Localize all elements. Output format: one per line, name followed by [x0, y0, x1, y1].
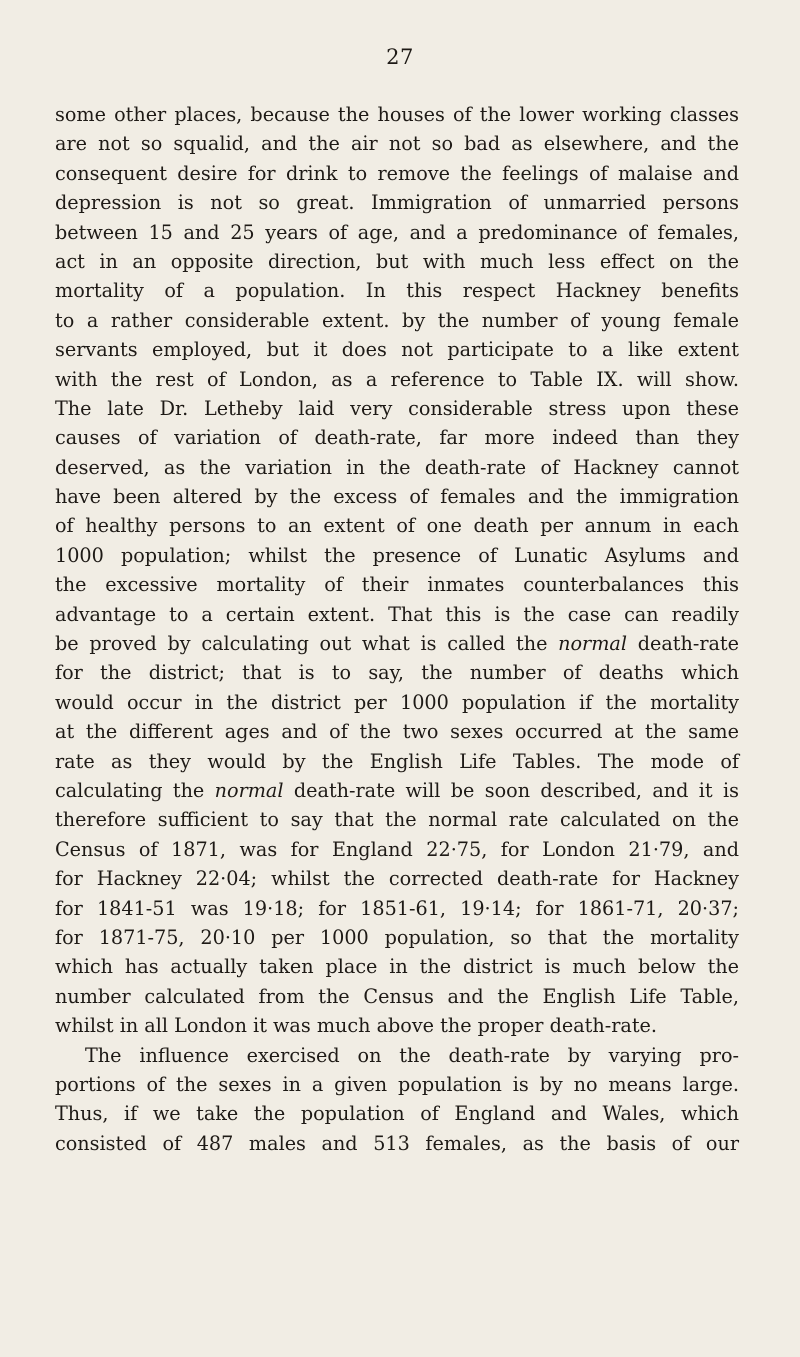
text-line: for the district; that is to say, the number of deaths which: [55, 661, 739, 685]
text-line: for Hackney 22·04; whilst the corrected death-rate for Hackney: [55, 867, 739, 891]
text-line: between 15 and 25 years of age, and a predominance of females,: [55, 220, 739, 244]
paragraph-end-line: whilst in all London it was much above the proper death-rate.: [55, 1014, 657, 1038]
text-line: have been altered by the excess of females and the immigration: [55, 485, 739, 509]
text-line: consisted of 487 males and 513 females, as the basis of our: [55, 1131, 739, 1155]
text-line: number calculated from the Census and the English Life Table,: [55, 984, 739, 1008]
italic-term: normal: [558, 632, 627, 656]
text-segment: death-rate will be soon described, and it is: [283, 778, 739, 802]
text-line: [55, 776, 739, 805]
text-line: rate as they would by the English Life Tables. The mode of: [55, 749, 739, 773]
page-number: 27: [386, 45, 414, 69]
text-line: [55, 629, 739, 658]
text-line: deserved, as the variation in the death-rate of Hackney cannot: [55, 455, 739, 479]
paragraph-start-line: The influence exercised on the death-rate by varying pro-: [85, 1043, 739, 1067]
italic-term: normal: [214, 778, 284, 802]
text-line: causes of variation of death-rate, far more indeed than they: [55, 426, 739, 450]
text-line: therefore sufficient to say that the normal rate calculated on the: [55, 808, 739, 832]
text-segment: death-rate: [626, 632, 739, 656]
text-line: mortality of a population. In this respect Hackney benefits: [55, 279, 739, 303]
text-line: The late Dr. Letheby laid very considerable stress upon these: [55, 396, 739, 420]
text-line: for 1871-75, 20·10 per 1000 population, so that the mortality: [55, 925, 739, 949]
text-line: advantage to a certain extent. That this is the case can readily: [55, 602, 739, 626]
text-line: with the rest of London, as a reference to Table IX. will show.: [55, 367, 739, 391]
text-line: consequent desire for drink to remove the feelings of malaise and: [55, 161, 739, 185]
text-line: for 1841-51 was 19·18; for 1851-61, 19·14; for 1861-71, 20·37;: [55, 896, 739, 920]
text-line: of healthy persons to an extent of one death per annum in each: [55, 514, 739, 538]
text-line: would occur in the district per 1000 population if the mortality: [55, 690, 739, 714]
text-line: act in an opposite direction, but with much less effect on the: [55, 249, 739, 273]
text-line: at the different ages and of the two sexes occurred at the same: [55, 720, 739, 744]
body-text: [55, 100, 739, 1158]
text-line: servants employed, but it does not participate to a like extent: [55, 338, 739, 362]
text-line: portions of the sexes in a given population is by no means large.: [55, 1072, 739, 1096]
text-line: which has actually taken place in the district is much below the: [55, 955, 739, 979]
text-segment: calculating the: [55, 778, 215, 802]
text-line: Thus, if we take the population of England and Wales, which: [55, 1102, 739, 1126]
text-segment: be proved by calculating out what is called the: [55, 632, 559, 656]
text-line: 1000 population; whilst the presence of Lunatic Asylums and: [55, 543, 739, 567]
text-line: depression is not so great. Immigration of unmarried persons: [55, 191, 739, 215]
text-line: some other places, because the houses of the lower working classes: [55, 103, 739, 126]
text-line: Census of 1871, was for England 22·75, for London 21·79, and: [55, 837, 739, 861]
text-line: are not so squalid, and the air not so bad as elsewhere, and the: [55, 132, 739, 156]
text-line: the excessive mortality of their inmates counterbalances this: [55, 573, 739, 597]
text-line: to a rather considerable extent. by the number of young female: [55, 308, 739, 332]
